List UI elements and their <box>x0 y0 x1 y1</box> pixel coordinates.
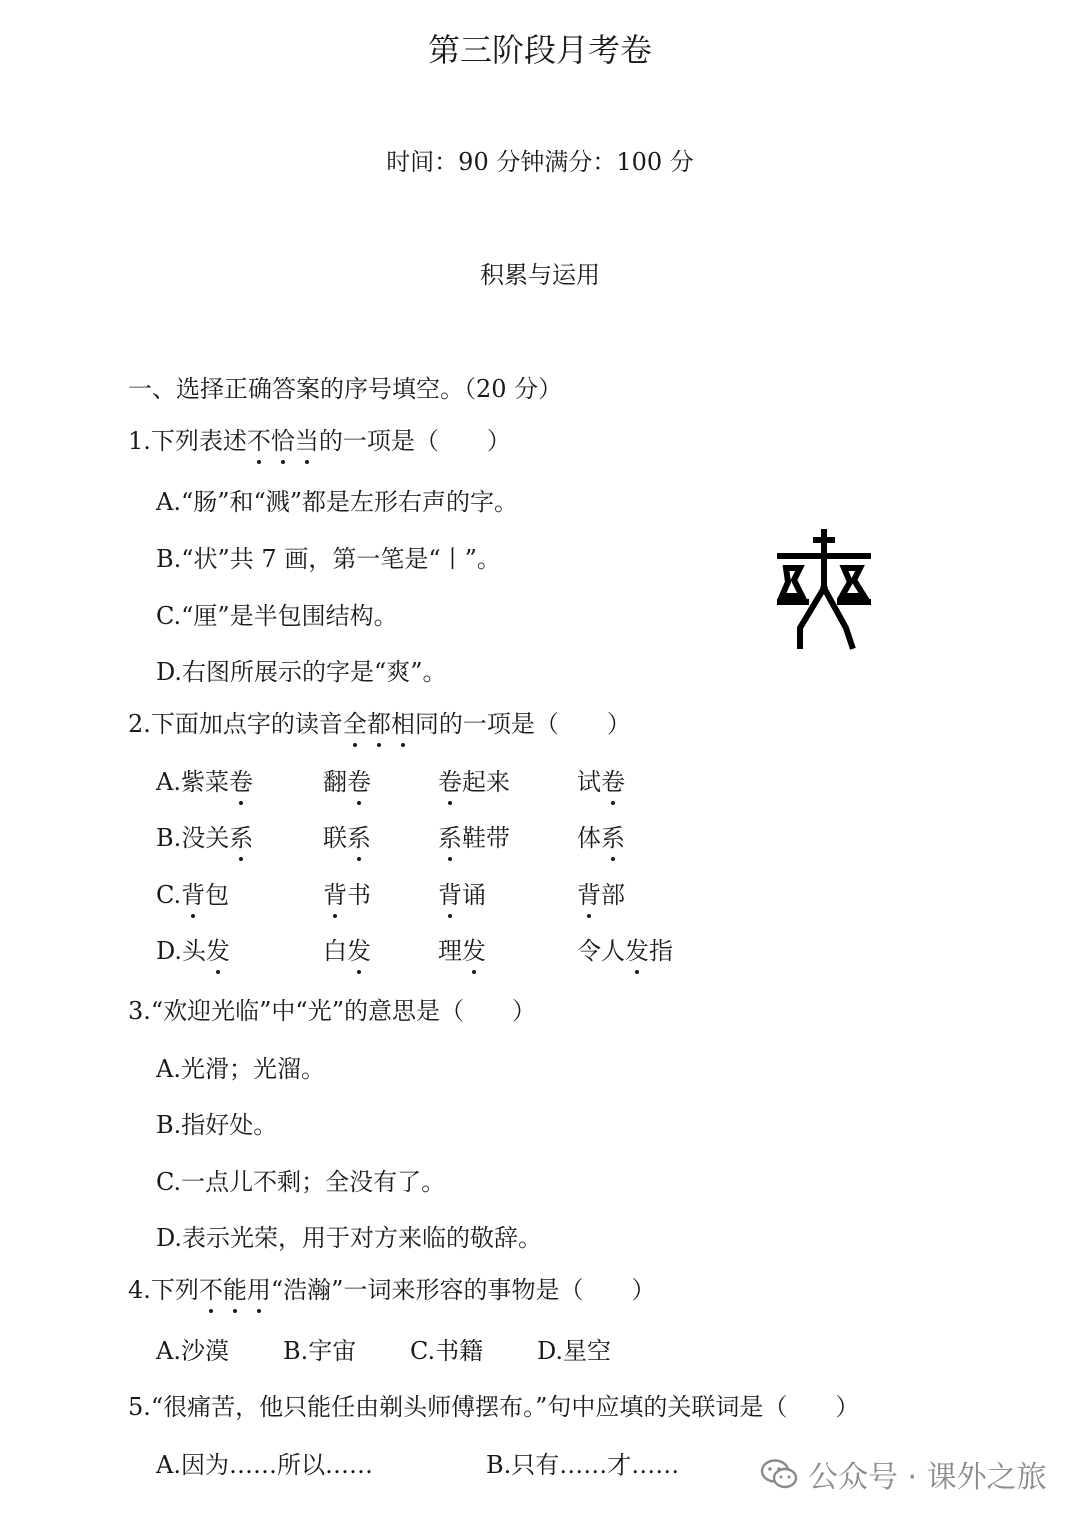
word-part: 紫菜 <box>180 768 229 796</box>
section-title: 积累与运用 <box>480 261 600 289</box>
question-2-option-b-word-3 <box>438 823 510 853</box>
dotted-char: 背 <box>323 881 347 909</box>
question-2-option-d-word-2 <box>323 936 371 966</box>
dotted-char: 发 <box>347 937 371 965</box>
option-label: B. <box>156 824 182 852</box>
dotted-char: 系 <box>229 824 254 852</box>
question-1-option-c: C.“厘”是半包围结构。 <box>156 602 398 630</box>
dotted-char: 背 <box>181 881 206 909</box>
dotted-char: 不 <box>198 1276 223 1304</box>
question-2-option-b-word-1 <box>156 823 253 853</box>
question-1-option-a: A.“肠”和“溅”都是左形右声的字。 <box>156 488 519 516</box>
word-part: 头 <box>182 937 207 965</box>
question-1-option-d: D.右图所展示的字是“爽”。 <box>156 658 447 686</box>
question-2-option-d-word-4 <box>577 936 673 966</box>
question-2-option-d-word-3 <box>438 936 486 966</box>
dotted-char: 全 <box>342 710 367 738</box>
question-2-option-a-word-3 <box>438 767 510 797</box>
word-part: 理 <box>438 937 462 965</box>
word-part: 令人 <box>577 937 625 965</box>
option-label: A. <box>156 768 181 796</box>
stem-text: 的一项是（ ） <box>318 427 511 455</box>
dotted-char: 发 <box>625 937 649 965</box>
question-3-option-a: A.光滑；光溜。 <box>156 1055 325 1083</box>
word-part: 没关 <box>181 824 230 852</box>
dotted-char: 卷 <box>601 768 625 796</box>
word-part: 指 <box>649 937 673 965</box>
exam-meta: 时间：90 分钟满分：100 分 <box>386 148 694 176</box>
dotted-char: 发 <box>462 937 486 965</box>
word-part: 书 <box>347 881 371 909</box>
option-label: D. <box>156 937 183 965</box>
question-2-option-c-word-3 <box>438 880 486 910</box>
dotted-char: 相 <box>390 710 415 738</box>
dotted-char: 背 <box>577 881 601 909</box>
word-part: 试 <box>577 768 601 796</box>
option-label: C. <box>156 881 182 909</box>
word-part: 鞋带 <box>462 824 510 852</box>
dotted-char: 系 <box>438 824 462 852</box>
stem-text: 4.下列 <box>128 1276 199 1304</box>
question-2-stem <box>128 709 631 739</box>
watermark-text: 公众号 · 课外之旅 <box>808 1460 1047 1495</box>
question-4-stem <box>128 1275 655 1305</box>
question-2-option-d-word-1 <box>156 936 230 966</box>
dotted-char: 系 <box>601 824 625 852</box>
dotted-char: 都 <box>366 710 391 738</box>
stem-text: “浩瀚”一词来形容的事物是（ ） <box>270 1276 656 1304</box>
word-part: 部 <box>601 881 625 909</box>
word-part: 体 <box>577 824 601 852</box>
dotted-char: 恰 <box>270 427 295 455</box>
dotted-char: 卷 <box>228 768 253 796</box>
word-part: 包 <box>205 881 230 909</box>
question-2-option-b-word-2 <box>323 823 371 853</box>
question-2-option-a-word-4 <box>577 767 625 797</box>
question-1-stem <box>128 426 511 456</box>
question-3-option-d: D.表示光荣，用于对方来临的敬辞。 <box>156 1224 543 1252</box>
stem-text: 1.下列表述 <box>128 427 247 455</box>
dotted-char: 发 <box>206 937 231 965</box>
dotted-char: 不 <box>246 427 271 455</box>
question-2-option-c-word-4 <box>577 880 625 910</box>
ancient-character-image <box>772 528 876 654</box>
word-part: 白 <box>323 937 347 965</box>
question-4-option-d: D.星空 <box>537 1337 612 1365</box>
stem-text: 同的一项是（ ） <box>414 710 631 738</box>
question-5-stem: 5.“很痛苦，他只能任由剃头师傅摆布。”句中应填的关联词是（ ） <box>128 1393 860 1421</box>
exam-title: 第三阶段月考卷 <box>427 31 652 69</box>
question-2-option-a-word-1 <box>156 767 253 797</box>
question-3-option-b: B.指好处。 <box>156 1111 278 1139</box>
question-1-option-b: B.“状”共 7 画，第一笔是“丨”。 <box>156 545 501 573</box>
wechat-icon <box>760 1458 798 1490</box>
part-heading: 一、选择正确答案的序号填空。（20 分） <box>128 375 563 403</box>
word-part: 翻 <box>323 768 347 796</box>
question-2-option-c-word-1 <box>156 880 229 910</box>
dotted-char: 卷 <box>347 768 371 796</box>
question-2-option-b-word-4 <box>577 823 625 853</box>
dotted-char: 当 <box>294 427 319 455</box>
watermark <box>760 1454 1047 1494</box>
question-5-option-b: B.只有……才…… <box>486 1451 680 1479</box>
question-3-stem: 3.“欢迎光临”中“光”的意思是（ ） <box>128 997 536 1025</box>
question-2-option-c-word-2 <box>323 880 371 910</box>
word-part: 起来 <box>462 768 510 796</box>
dotted-char: 背 <box>438 881 462 909</box>
question-4-option-b: B.宇宙 <box>283 1337 357 1365</box>
dotted-char: 系 <box>347 824 371 852</box>
question-5-option-a: A.因为……所以…… <box>156 1451 373 1479</box>
question-2-option-a-word-2 <box>323 767 371 797</box>
dotted-char: 用 <box>246 1276 271 1304</box>
question-4-option-a: A.沙漠 <box>156 1337 229 1365</box>
word-part: 诵 <box>462 881 486 909</box>
word-part: 联 <box>323 824 347 852</box>
dotted-char: 卷 <box>438 768 462 796</box>
question-3-option-c: C.一点儿不剩；全没有了。 <box>156 1168 446 1196</box>
stem-text: 2.下面加点字的读音 <box>128 710 343 738</box>
dotted-char: 能 <box>222 1276 247 1304</box>
question-4-option-c: C.书籍 <box>410 1337 484 1365</box>
